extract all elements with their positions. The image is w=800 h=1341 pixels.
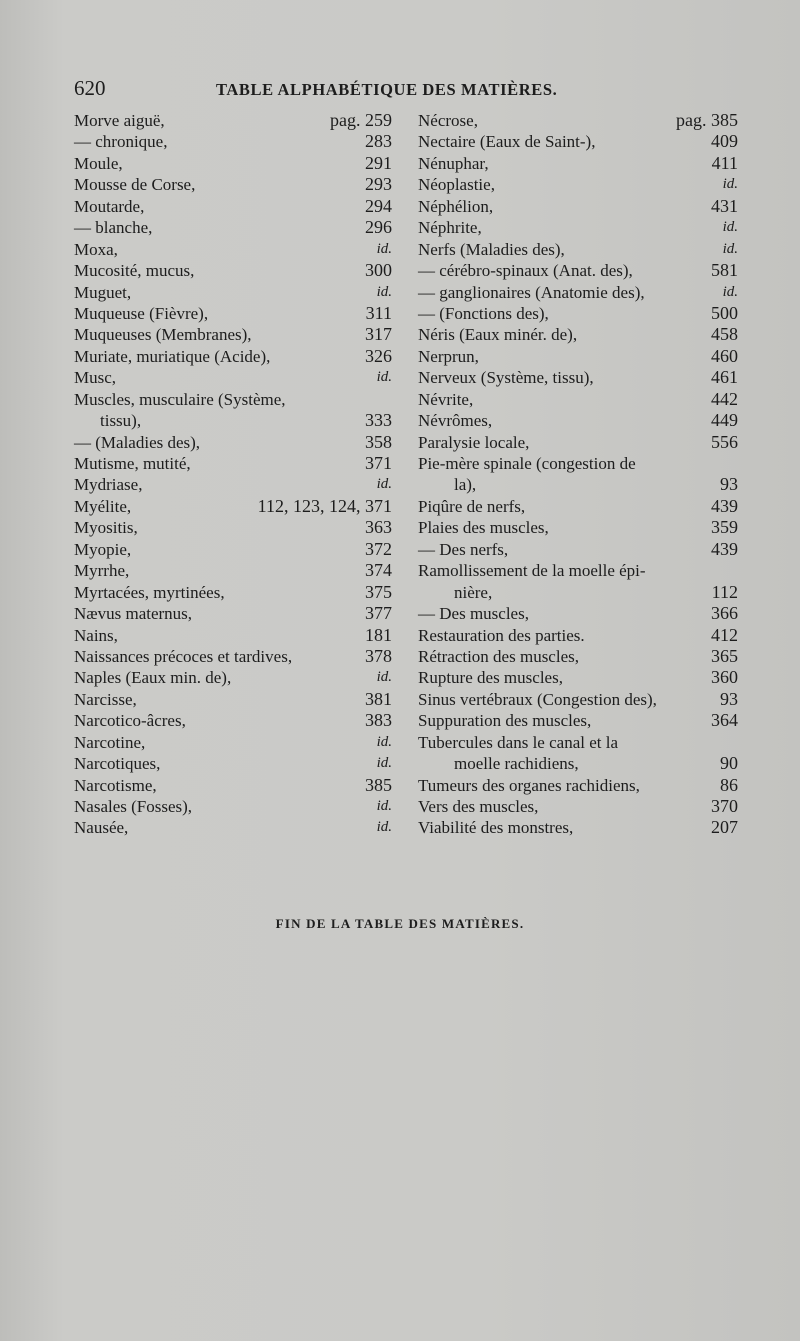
index-entry: [74, 517, 392, 538]
index-page-ref: id.: [376, 476, 392, 493]
index-term: Paralysie locale,: [418, 432, 530, 452]
index-entry: [418, 453, 738, 474]
index-entry: [74, 260, 392, 281]
index-entry: [74, 796, 392, 817]
index-term: Myrrhe,: [74, 561, 130, 581]
index-page-ref: 431: [711, 195, 738, 216]
index-page-ref: 461: [711, 367, 738, 388]
index-term: Myopie,: [74, 539, 132, 559]
index-term: Néphrite,: [418, 218, 482, 238]
index-page-ref: pag. 385: [676, 110, 738, 130]
index-term: Morve aiguë,: [74, 111, 165, 130]
index-entry: [418, 239, 738, 260]
index-page-ref: 93: [720, 474, 738, 495]
index-entry: [74, 239, 392, 260]
index-term: Tubercules dans le canal et la: [418, 732, 618, 752]
index-term: Muguet,: [74, 282, 132, 302]
index-page-ref: 283: [365, 131, 392, 152]
index-page-ref: 112: [711, 581, 738, 602]
index-term: Tumeurs des organes rachidiens,: [418, 775, 640, 795]
index-page-ref: 296: [365, 217, 392, 238]
index-page-ref: 385: [365, 774, 392, 795]
index-page-ref: 439: [711, 538, 738, 559]
index-page-ref: 411: [711, 152, 738, 173]
index-page-ref: 409: [711, 131, 738, 152]
index-term: Mydriase,: [74, 475, 143, 495]
index-entry: [74, 453, 392, 474]
index-entry: [418, 496, 738, 517]
index-term: Muscles, musculaire (Système,: [74, 389, 286, 409]
page-number: 620: [74, 76, 106, 100]
index-entry: [74, 646, 392, 667]
index-entry: [74, 367, 392, 388]
index-page-ref: id.: [376, 283, 392, 300]
index-entry: [74, 282, 392, 303]
index-page-ref: 458: [711, 324, 738, 345]
index-page-ref: 181: [365, 624, 392, 645]
index-page-ref: 90: [720, 753, 738, 774]
index-entry: [74, 324, 392, 345]
index-entry: [74, 153, 392, 174]
index-entry: [418, 324, 738, 345]
index-page-ref: 500: [711, 302, 738, 323]
index-page-ref: 294: [365, 195, 392, 216]
index-entry: [418, 517, 738, 538]
index-term: Nerfs (Maladies des),: [418, 239, 565, 259]
index-term: Muqueuse (Fièvre),: [74, 303, 209, 323]
index-page-ref: 372: [365, 538, 392, 559]
index-entry: [418, 710, 738, 731]
index-term: Rétraction des muscles,: [418, 646, 579, 666]
index-term: Nécrose,: [418, 111, 478, 130]
index-term: Myélite,: [74, 496, 132, 516]
index-term: Sinus vertébraux (Congestion des),: [418, 689, 657, 709]
index-entry: [74, 196, 392, 217]
running-title: TABLE ALPHABÉTIQUE DES MATIÈRES.: [216, 80, 558, 99]
index-entry: [418, 217, 738, 238]
index-page-ref: id.: [376, 819, 392, 836]
index-term: Névrômes,: [418, 411, 493, 431]
index-entry: [418, 689, 738, 710]
index-page-ref: 375: [365, 581, 392, 602]
index-entry: [418, 539, 738, 560]
index-entry: [74, 732, 392, 753]
index-entry: [418, 560, 738, 581]
index-term: Suppuration des muscles,: [418, 711, 592, 731]
index-page-ref: 383: [365, 710, 392, 731]
index-term: Néoplastie,: [418, 175, 495, 195]
index-term: Néris (Eaux minér. de),: [418, 325, 578, 345]
index-entry: [418, 732, 738, 753]
index-entry: [74, 432, 392, 453]
index-entry: [418, 582, 738, 603]
index-entry: [74, 710, 392, 731]
index-term: Moxa,: [74, 239, 118, 259]
index-page-ref: 358: [365, 431, 392, 452]
index-term: Nerprun,: [418, 346, 479, 366]
index-entry: [418, 389, 738, 410]
index-term: Pie-mère spinale (congestion de: [418, 454, 636, 473]
index-term: Musc,: [74, 368, 117, 388]
index-page-ref: 581: [711, 260, 738, 281]
page-header: [74, 76, 738, 106]
index-term: Restauration des parties.: [418, 625, 585, 645]
index-term: Vers des muscles,: [418, 797, 539, 816]
index-entry: [74, 689, 392, 710]
index-term: Nasales (Fosses),: [74, 797, 193, 816]
index-term: Névrite,: [418, 389, 474, 409]
index-entry: [74, 217, 392, 238]
index-page-ref: 412: [711, 624, 738, 645]
index-term: Ramollissement de la moelle épi-: [418, 561, 646, 581]
index-page-ref: id.: [722, 176, 738, 193]
index-page-ref: 556: [711, 431, 738, 452]
index-entry: [74, 110, 392, 131]
index-column-right: [418, 110, 738, 839]
index-entry: [418, 667, 738, 688]
index-page-ref: id.: [376, 798, 392, 814]
index-term: Piqûre de nerfs,: [418, 496, 526, 516]
index-page-ref: 363: [365, 517, 392, 538]
index-entry: [74, 539, 392, 560]
end-of-table-note: FIN DE LA TABLE DES MATIÈRES.: [275, 916, 525, 931]
index-term: Viabilité des monstres,: [418, 818, 574, 838]
index-entry: [418, 174, 738, 195]
index-entry: [74, 410, 392, 431]
index-term: Narcisse,: [74, 689, 137, 709]
index-page-ref: id.: [376, 369, 392, 386]
index-entry: [74, 474, 392, 495]
index-page-ref: 381: [365, 688, 392, 709]
index-page-ref: 371: [365, 453, 392, 473]
index-term: Nains,: [74, 625, 118, 645]
index-page-ref: 360: [711, 667, 738, 688]
index-entry: [418, 110, 738, 131]
index-entry: [418, 303, 738, 324]
index-term: — (Fonctions des),: [418, 303, 549, 323]
index-term: — ganglionaires (Anatomie des),: [418, 282, 645, 302]
index-entry: [418, 346, 738, 367]
index-entry: [418, 775, 738, 796]
index-page-ref: 300: [365, 260, 392, 281]
index-entry: [418, 131, 738, 152]
index-term: Moule,: [74, 153, 123, 173]
index-page-ref: 86: [720, 774, 738, 795]
index-entry: [74, 496, 392, 517]
index-term: Moutarde,: [74, 196, 145, 216]
index-term: Naissances précoces et tardives,: [74, 646, 293, 666]
index-page-ref: 93: [720, 688, 738, 709]
index-entry: [418, 432, 738, 453]
index-page-ref: id.: [376, 733, 392, 750]
index-term: Myositis,: [74, 518, 138, 538]
index-term: Narcotico-âcres,: [74, 711, 186, 731]
index-term: Muriate, muriatique (Acide),: [74, 346, 271, 366]
index-term: nière,: [454, 582, 493, 602]
index-entry: [418, 260, 738, 281]
index-term: Nectaire (Eaux de Saint-),: [418, 132, 596, 152]
index-entry: [418, 817, 738, 838]
index-page-ref: id.: [722, 283, 738, 300]
index-entry: [74, 753, 392, 774]
index-page-ref: id.: [722, 240, 738, 257]
index-entry: [74, 303, 392, 324]
index-page-ref: 366: [711, 603, 738, 624]
index-page-ref: 374: [365, 560, 392, 581]
index-term: Muqueuses (Membranes),: [74, 325, 252, 345]
index-entry: [74, 346, 392, 367]
index-page-ref: pag. 259: [330, 110, 392, 130]
index-term: Nausée,: [74, 818, 129, 838]
index-page-ref: 311: [365, 302, 392, 323]
index-term: Nævus maternus,: [74, 604, 193, 624]
index-term: — chronique,: [74, 132, 168, 152]
index-page-ref: 439: [711, 495, 738, 516]
index-entry: [418, 625, 738, 646]
index-term: — blanche,: [74, 218, 153, 238]
index-entry: [74, 582, 392, 603]
index-entry: [418, 753, 738, 774]
index-entry: [418, 153, 738, 174]
index-entry: [418, 367, 738, 388]
index-entry: [418, 196, 738, 217]
index-term: Narcotiques,: [74, 754, 161, 774]
index-entry: [418, 796, 738, 817]
index-entry: [418, 474, 738, 495]
index-term: — (Maladies des),: [74, 432, 201, 452]
index-page-ref: 365: [711, 645, 738, 666]
index-entry: [74, 389, 392, 410]
index-entry: [74, 817, 392, 838]
index-term: tissu),: [100, 411, 142, 431]
index-entry: [74, 667, 392, 688]
index-term: la),: [454, 475, 477, 495]
index-page-ref: id.: [376, 755, 392, 772]
index-term: — Des nerfs,: [418, 539, 509, 559]
index-term: Myrtacées, myrtinées,: [74, 582, 225, 602]
index-term: Mousse de Corse,: [74, 175, 196, 195]
index-page-ref: 333: [365, 410, 392, 431]
index-term: Naples (Eaux min. de),: [74, 668, 232, 688]
index-column-left: [74, 110, 392, 839]
index-entry: [74, 560, 392, 581]
index-page-ref: 364: [711, 710, 738, 731]
index-entry: [74, 775, 392, 796]
index-entry: [418, 646, 738, 667]
index-page-ref: 449: [711, 410, 738, 431]
index-term: Plaies des muscles,: [418, 518, 549, 538]
index-entry: [418, 603, 738, 624]
index-term: Narcotine,: [74, 732, 146, 752]
index-page-ref: 460: [711, 345, 738, 366]
index-page-ref: 293: [365, 174, 392, 195]
index-term: Narcotisme,: [74, 775, 157, 795]
index-term: — Des muscles,: [418, 604, 529, 624]
index-entry: [74, 625, 392, 646]
index-entry: [418, 282, 738, 303]
index-term: Nénuphar,: [418, 153, 489, 173]
index-entry: [418, 410, 738, 431]
index-entry: [74, 174, 392, 195]
index-entry: [74, 603, 392, 624]
index-page-ref: 291: [365, 152, 392, 173]
index-page-ref: 207: [711, 817, 738, 838]
index-term: — cérébro-spinaux (Anat. des),: [418, 261, 633, 281]
index-page-ref: id.: [722, 219, 738, 236]
index-term: Nerveux (Système, tissu),: [418, 368, 594, 388]
index-page-ref: 317: [365, 324, 392, 345]
index-page-ref: 112, 123, 124, 371: [257, 495, 392, 516]
index-term: moelle rachidiens,: [454, 754, 579, 774]
index-page-ref: id.: [376, 240, 392, 257]
index-entry: [74, 131, 392, 152]
index-page-ref: id.: [376, 669, 392, 686]
index-page-ref: 377: [365, 603, 392, 624]
index-page-ref: 326: [365, 345, 392, 366]
index-term: Néphélion,: [418, 196, 494, 216]
index-page-ref: 378: [365, 645, 392, 666]
index-term: Rupture des muscles,: [418, 668, 563, 688]
index-term: Mucosité, mucus,: [74, 261, 195, 281]
index-page-ref: 359: [711, 517, 738, 538]
index-term: Mutisme, mutité,: [74, 454, 191, 473]
index-page-ref: 370: [711, 796, 738, 816]
index-page-ref: 442: [711, 388, 738, 409]
